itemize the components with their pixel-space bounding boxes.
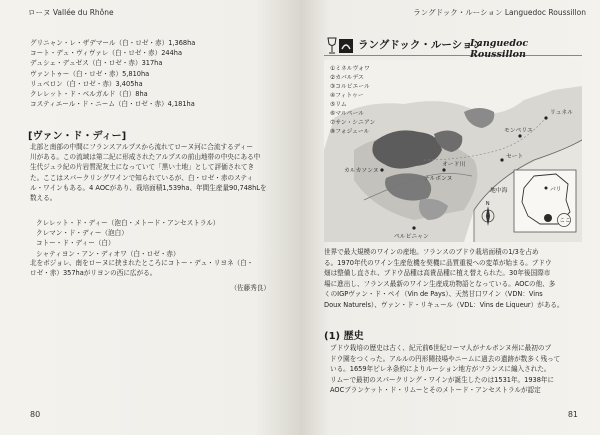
map-legend-item: ⑥マルペール xyxy=(330,111,365,117)
text-line: 北部と南部の中間にフランスアルプスから流れてローヌ河に合流するディー xyxy=(30,143,253,151)
text-line: る。1970年代のワイン生産危機を契機に品質重視への変革が始まる。ブドウ xyxy=(324,258,552,267)
text-line: 数える。 xyxy=(30,193,57,202)
map-legend-item: ①ミネルヴォワ xyxy=(330,66,370,72)
section-heading-vin-de-die: [ヴァン・ド・ディー] xyxy=(28,131,127,142)
map-legend-item: ②カバルデス xyxy=(330,75,364,81)
text-line: AOCブランケット・ド・リムーとそのメトード・アンセストラルが認定 xyxy=(330,386,541,395)
list-item: シャティヨン・アン・ディオワ（白・ロゼ・赤） xyxy=(36,249,180,258)
text-line: Doux Naturels）、ヴァン・ド・リキュール（VDL：Vins de Liqueur）がある。 xyxy=(324,300,564,309)
text-line: いる。1659年ピレネ条約によりルーション地方がフランスに編入された。 xyxy=(330,365,551,374)
history-paragraph xyxy=(330,343,560,396)
text-line: ル・ワインもある。4 AOCがあり、栽培面積1,539ha、年間生産量90,748hLを xyxy=(30,183,267,192)
svg-text:N: N xyxy=(485,201,490,207)
text-line: ロゼ・赤）357haがリヨンの西に広がる。 xyxy=(30,269,157,278)
map-legend-item: ⑦サン・シニアン xyxy=(330,120,376,126)
text-line: くのIGPヴァン・ド・ペイ（Vin de Pays）、天然甘口ワイン（VDN：Vins xyxy=(324,290,543,299)
author-credit: （佐藤秀良） xyxy=(230,284,270,292)
appellation-list-bottom xyxy=(36,218,219,259)
left-running-head: ローヌ Vallée du Rhône xyxy=(28,8,114,17)
list-item: ヴァントゥー（白・ロゼ・赤）5,810ha xyxy=(30,69,150,78)
inset-label-here: ここ xyxy=(559,218,571,224)
list-item: デュシェ・デュゼス（白・ロゼ・赤）317ha xyxy=(30,59,163,68)
chapter-title xyxy=(324,37,582,60)
right-running-head: ラングドック・ルーション Languedoc Roussillon xyxy=(413,8,586,17)
text-line: 川がある。この流域は第二紀に形成されたアルプスの前山地帯の中央にある中 xyxy=(30,153,261,162)
map-place-label: リュネル xyxy=(550,110,574,116)
map-place-label: 地中海 xyxy=(490,188,508,194)
map-place-label: ペルピニャン xyxy=(394,234,429,240)
city-marker xyxy=(412,226,415,229)
list-item: クレマン・ド・ディー（泡白） xyxy=(36,229,128,238)
map-place-label: カルカソンヌ xyxy=(344,168,379,174)
city-marker xyxy=(380,168,383,171)
wine-glass-icon xyxy=(324,37,356,55)
map-legend-item: ⑧フォジェール xyxy=(330,129,370,135)
text-line: 世界で最大規模のワインの産地。フランスのブドウ栽培面積の1/3を占め xyxy=(324,248,539,256)
section-heading-history: (1) 歴史 xyxy=(324,331,364,342)
title-english: Languedoc Roussillon xyxy=(470,38,529,60)
title-japanese: ラングドック・ルーション xyxy=(358,39,483,51)
list-item: コトー・ド・ディー（白） xyxy=(36,239,115,248)
body-paragraph xyxy=(324,247,564,311)
inset-label-paris: パリ xyxy=(550,187,562,193)
city-marker xyxy=(544,116,547,119)
list-item: グリニャン・レ・ザデマール（白・ロゼ・赤）1,368ha xyxy=(30,39,196,47)
city-marker xyxy=(442,168,445,171)
map-place-label: モンペリエ xyxy=(504,128,533,134)
text-line: ドウ園をつくった。アルルの円形闘技場やニームに過去の遺跡が数多く残って xyxy=(330,354,561,363)
france-inset-map xyxy=(514,170,576,232)
left-page-number: 80 xyxy=(30,410,41,419)
right-page-number: 81 xyxy=(567,410,578,419)
list-item: クレレット・ド・ベルガルド（白）8ha xyxy=(30,89,148,98)
region-map xyxy=(324,60,582,242)
map-legend-item: ④フィトゥー xyxy=(330,93,364,99)
text-line: 北をボジョレ、南をローヌに挟まれたところにコトー・デュ・リヨネ（白・ xyxy=(30,259,254,267)
list-item: コスティエール・ド・ニーム（白・ロゼ・赤）4,181ha xyxy=(30,100,195,109)
text-line: 生代ジュラ紀の片岩質泥灰土になっていて「黒い土地」として評価されてき xyxy=(30,163,255,172)
city-marker xyxy=(500,158,503,161)
list-item: コート・デュ・ヴィヴァレ（白・ロゼ・赤）244ha xyxy=(30,49,183,58)
city-marker xyxy=(518,134,521,137)
map-place-label: オード川 xyxy=(442,162,466,168)
list-item: クレレット・ド・ディー（泡白・メトード・アンセストラル） xyxy=(36,219,220,227)
body-paragraph xyxy=(30,142,280,203)
list-item: リュベロン（白・ロゼ・赤）3,405ha xyxy=(30,79,143,88)
map-place-label: ナルボンヌ xyxy=(424,176,453,182)
map-legend-item: ⑤リム xyxy=(330,102,347,108)
text-line: リムーで最初のスパークリング・ワインが誕生したのは1531年。1938年に xyxy=(330,375,555,384)
right-page xyxy=(300,0,600,435)
note-paragraph xyxy=(30,258,253,278)
map-legend-item: ③コルビエール xyxy=(330,84,370,90)
text-line: ブドウ栽培の歴史は古く、紀元前6世紀ローマ人がナルボンヌ州に最初のブ xyxy=(330,344,552,352)
text-line: 場に進出し、フランス最新のワイン生産成功物語となっている。AOCの他、多 xyxy=(324,279,556,288)
text-line: た。ここはスパークリングワインで知られているが、白・ロゼ・赤のスティ xyxy=(30,173,254,182)
map-place-label: セート xyxy=(506,154,524,160)
text-line: 畑は整備し直され、ブドウ品種は高貴品種に植え替えられた。30年後国際市 xyxy=(324,269,551,278)
appellation-list-top xyxy=(30,38,195,109)
